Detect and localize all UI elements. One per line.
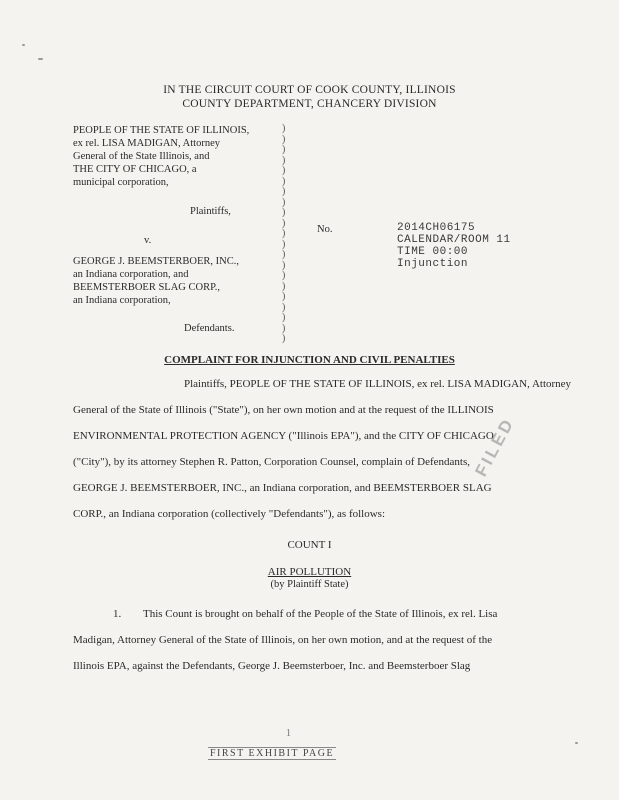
docket-type: Injunction [397,258,469,270]
plaintiff-block [73,124,249,189]
docket-stamp [397,222,511,270]
scan-speck [575,742,578,744]
scan-speck [38,58,43,60]
filed-stamp: FILED [471,414,519,480]
intro-line: Plaintiffs, PEOPLE OF THE STATE OF ILLINOIS, ex rel. LISA MADIGAN, Attorney [184,378,572,390]
paragraph-line: Illinois EPA, against the Defendants, George J. Beemsterboer, Inc. and Beemsterboer Slag [73,660,471,672]
court-heading-line2: COUNTY DEPARTMENT, CHANCERY DIVISION [182,98,437,110]
versus-label: v. [144,235,152,246]
footer-mark: FIRST EXHIBIT PAGE [210,748,335,759]
intro-line: GEORGE J. BEEMSTERBOER, INC., an Indiana corporation, and BEEMSTERBOER SLAG [73,482,492,494]
plaintiff-line: PEOPLE OF THE STATE OF ILLINOIS, [73,125,250,136]
defendant-line: an Indiana corporation, [73,295,171,306]
complaint-title: COMPLAINT FOR INJUNCTION AND CIVIL PENALTIES [164,354,455,366]
count-title: AIR POLLUTION [267,566,352,578]
court-heading-line1: IN THE CIRCUIT COURT OF COOK COUNTY, ILLINOIS [163,84,456,96]
plaintiff-line: municipal corporation, [73,177,169,188]
intro-line: CORP., an Indiana corporation (collectively "Defendants"), as follows: [73,508,386,520]
defendant-line: GEORGE J. BEEMSTERBOER, INC., [73,256,239,267]
scan-speck [22,44,25,46]
defendants-label: Defendants. [184,323,235,334]
count-subtitle: (by Plaintiff State) [270,579,349,590]
plaintiffs-label: Plaintiffs, [190,206,231,217]
plaintiff-line: ex rel. LISA MADIGAN, Attorney [73,138,220,149]
defendant-line: an Indiana corporation, and [73,269,189,280]
docket-time: TIME 00:00 [397,246,469,258]
page-mark: 1 [286,728,291,739]
intro-line: ("City"), by its attorney Stephen R. Patton, Corporation Counsel, complain of Defendants, [73,456,470,468]
intro-line: General of the State of Illinois ("State"), on her own motion and at the request of the ILLINOIS [73,404,494,416]
paragraph-number: 1. [113,608,122,620]
docket-calendar: CALENDAR/ROOM 11 [397,234,511,246]
paragraph-line: This Count is brought on behalf of the People of the State of Illinois, ex rel. Lisa [143,608,498,620]
intro-line: ENVIRONMENTAL PROTECTION AGENCY ("Illinois EPA"), and the CITY OF CHICAGO [73,430,494,442]
paragraph-line: Madigan, Attorney General of the State of Illinois, on her own motion, and at the request of the [73,634,493,646]
case-number-label: No. [317,224,333,235]
defendant-line: BEEMSTERBOER SLAG CORP., [73,282,221,293]
caption-bracket: ) ) ) ) ) ) ) ) ) ) ) ) ) ) ) ) ) ) ) ) ) [282,123,286,344]
defendant-block [73,255,239,307]
plaintiff-line: THE CITY OF CHICAGO, a [73,164,197,175]
plaintiff-line: General of the State Illinois, and [73,151,210,162]
docket-number: 2014CH06175 [397,222,476,234]
count-heading: COUNT I [287,539,332,551]
